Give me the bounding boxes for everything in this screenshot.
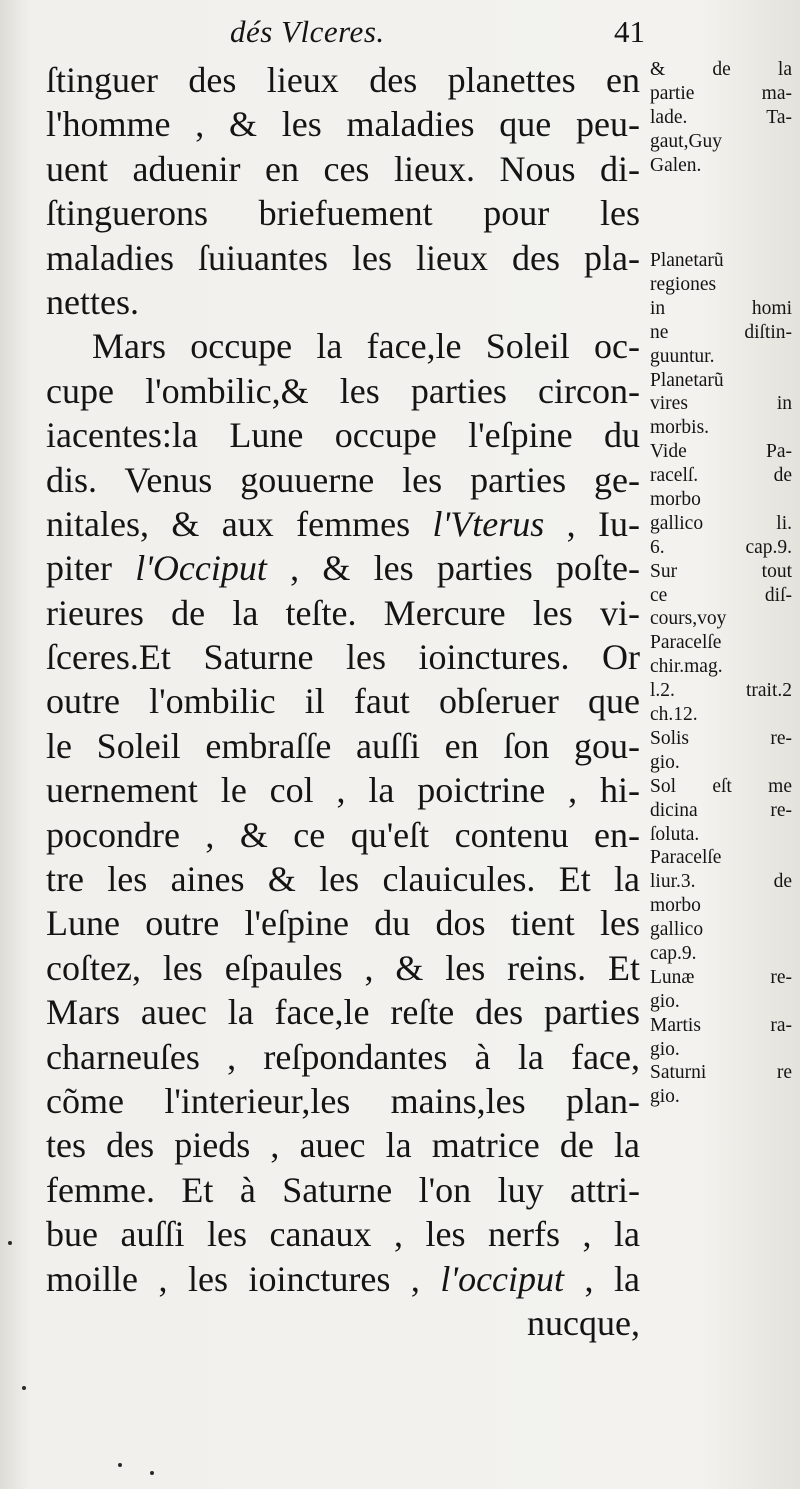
margin-note-line: l.2. trait.2 (650, 680, 792, 702)
margin-note-line: gallico (650, 919, 704, 941)
margin-note-line: chir.mag. (650, 656, 723, 678)
text-line: coſtez, les eſpaules , & les reins. Et (46, 947, 640, 988)
margin-note-line: morbis. (650, 417, 710, 439)
text-line: charneuſes , reſpondantes à la face, (46, 1036, 640, 1077)
margin-note-line: racelſ. de (650, 465, 792, 487)
ink-speck (150, 1471, 154, 1475)
margin-note-line: morbo (650, 895, 701, 917)
ink-speck (118, 1463, 122, 1467)
text-line: ſtinguerons briefuement pour les (46, 193, 640, 234)
margin-note-line: ch.12. (650, 704, 698, 726)
margin-note-line: Lunæ re- (650, 966, 792, 988)
text-line: Lune outre l'eſpine du dos tient les (46, 903, 640, 944)
margin-note-line: regiones (650, 274, 717, 296)
text-line: piter l'Occiput , & les parties poſte- (46, 548, 640, 589)
text-line: cupe l'ombilic,& les parties circon- (46, 370, 640, 411)
text-line: nucque, (527, 1302, 640, 1343)
margin-note-line: Vide Pa- (650, 441, 792, 463)
margin-note-line: gio. (650, 1038, 680, 1060)
running-title: dés Vlceres. (230, 14, 385, 49)
margin-note-line (650, 177, 792, 201)
text-line: iacentes:la Lune occupe l'eſpine du (46, 415, 640, 456)
text-line: cõme l'interieur,les mains,les plan- (46, 1080, 640, 1121)
margin-note-line: cours,voy (650, 608, 727, 630)
margin-note-line: Sol eſt me (650, 775, 792, 797)
text-line: outre l'ombilic il faut obſeruer que (46, 681, 640, 722)
margin-note-line: lade. Ta- (650, 106, 792, 128)
margin-note-line: gio. (650, 990, 680, 1012)
text-line: l'homme , & les maladies que peu- (46, 104, 640, 145)
text-line: moille , les ioinctures , l'occiput , la (46, 1258, 641, 1299)
text-line: nitales, & aux femmes l'Vterus , Iu- (46, 503, 640, 544)
margin-note-line: gaut,Guy (650, 130, 723, 152)
margin-note-line: Solis re- (650, 727, 792, 749)
margin-note-line: Sur tout (650, 560, 792, 582)
margin-note-line: guuntur. (650, 345, 715, 367)
page-number: 41 (614, 14, 645, 49)
margin-note-line: ne diſtin- (650, 321, 792, 343)
margin-note-line: morbo (650, 489, 701, 511)
margin-note-line (650, 201, 792, 225)
text-line: ſtinguer des lieux des planettes en (46, 60, 640, 100)
margin-note-line: vires in (650, 393, 792, 415)
text-line: rieures de la teſte. Mercure les vi- (46, 592, 640, 633)
text-line: le Soleil embraſſe auſſi en ſon gou- (46, 725, 640, 766)
ink-speck (22, 1386, 26, 1390)
body-text (46, 58, 640, 1345)
text-line: pocondre , & ce qu'eſt contenu en- (46, 814, 640, 855)
margin-note-line: ſoluta. (650, 823, 700, 845)
text-line: uent aduenir en ces lieux. Nous di- (46, 148, 640, 189)
margin-note-line: Martis ra- (650, 1014, 792, 1036)
margin-note-line: Planetarũ (650, 250, 724, 272)
page-header (225, 14, 645, 58)
margin-note-line (650, 225, 792, 249)
margin-note-line: partie ma- (650, 82, 792, 104)
margin-note-line: 6. cap.9. (650, 536, 792, 558)
margin-note-line: Paracelſe (650, 847, 722, 869)
margin-note-line: gio. (650, 1086, 680, 1108)
text-line: Mars occupe la face,le Soleil oc- (92, 326, 640, 367)
margin-notes (650, 58, 792, 1109)
text-line: uernement le col , la poictrine , hi- (46, 770, 640, 811)
text-line: tes des pieds , auec la matrice de la (46, 1125, 640, 1166)
text-line: Mars auec la face,le reſte des parties (46, 992, 640, 1033)
margin-note-line: gallico li. (650, 512, 792, 534)
margin-note-line: Planetarũ (650, 369, 724, 391)
margin-note-line: gio. (650, 751, 680, 773)
margin-note-line: ce diſ- (650, 584, 792, 606)
text-line: bue auſſi les canaux , les nerfs , la (46, 1214, 640, 1255)
text-line: nettes. (46, 281, 139, 322)
text-line: dis. Venus gouuerne les parties ge- (46, 459, 640, 500)
margin-note-line: cap.9. (650, 942, 697, 964)
margin-note-line: dicina re- (650, 799, 792, 821)
margin-note-line: Saturni re (650, 1062, 792, 1084)
text-line: femme. Et à Saturne l'on luy attri- (46, 1169, 640, 1210)
text-line: tre les aines & les clauicules. Et la (46, 859, 640, 900)
margin-note-line: liur.3. de (650, 871, 792, 893)
text-line: ſceres.Et Saturne les ioinctures. Or (46, 637, 640, 678)
margin-note-line: Paracelſe (650, 632, 722, 654)
text-line: maladies ſuiuantes les lieux des pla- (46, 237, 640, 278)
margin-note-line: in homi (650, 297, 792, 319)
ink-speck (8, 1241, 12, 1245)
margin-note-line: & de la (650, 59, 792, 80)
margin-note-line: Galen. (650, 154, 702, 176)
